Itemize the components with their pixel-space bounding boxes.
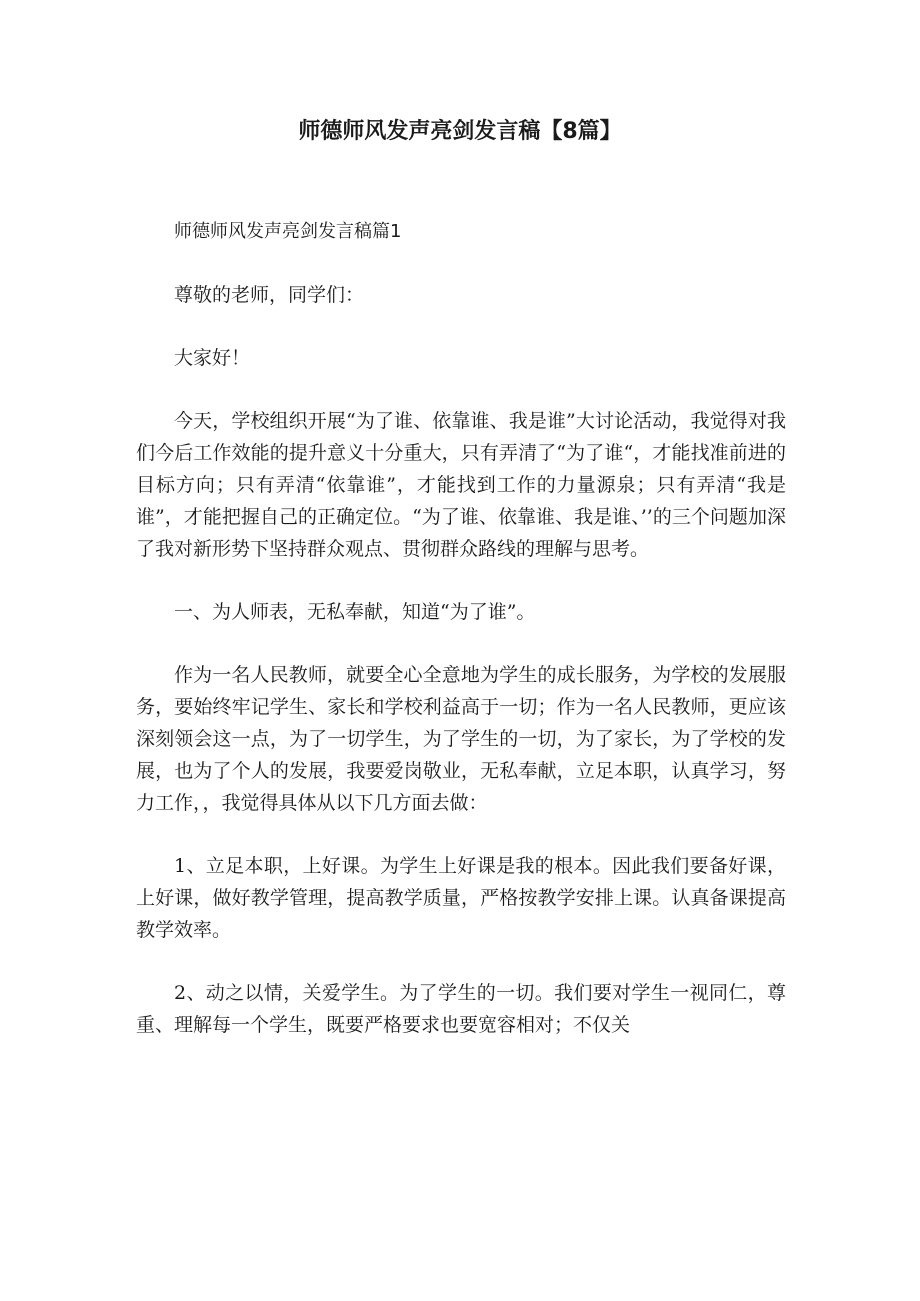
- salutation: 尊敬的老师，同学们：: [174, 284, 365, 306]
- greeting: 大家好！: [174, 347, 251, 369]
- paragraph-item-2: 2、动之以情，关爱学生。为了学生的一切。我们要对学生一视同仁，尊重、理解每一个学生，既要严格要求也要宽容相对；不仅关: [136, 982, 786, 1036]
- paragraph-point-one-heading: 一、为人师表，无私奉献，知道“为了谁”。: [174, 601, 536, 623]
- document-body: [136, 216, 786, 1072]
- paragraph-item-1: 1、立足本职，上好课。为学生上好课是我的根本。因此我们要备好课，上好课，做好教学管理，提高教学质量，严格按教学安排上课。认真备课提高教学效率。: [136, 855, 786, 941]
- paragraph-teacher-duty: 作为一名人民教师，就要全心全意地为学生的成长服务，为学校的发展服务，要始终牢记学生、家长和学校利益高于一切；作为一名人民教师，更应该深刻领会这一点，为了一切学生，为了学生的一切，为了家长，为了学校的发展，也为了个人的发展，我要爱岗敬业，无私奉献，立足本职，认真学习，努力工作，，我觉得具体从以下几方面去做：: [136, 664, 786, 814]
- document-title: 师德师风发声亮剑发言稿【8篇】: [298, 119, 622, 144]
- section-heading: 师德师风发声亮剑发言稿篇1: [174, 221, 402, 242]
- paragraph-intro: 今天，学校组织开展“为了谁、依靠谁、我是谁”大讨论活动，我觉得对我们今后工作效能的提升意义十分重大，只有弄清了“为了谁“，才能找准前进的目标方向；只有弄清“依靠谁”，才能找到工作的力量源泉；只有弄清“我是谁”，才能把握自己的正确定位。“为了谁、依靠谁、我是谁、’’的三个问题加深了我对新形势下坚持群众观点、贯彻群众路线的理解与思考。: [136, 410, 786, 560]
